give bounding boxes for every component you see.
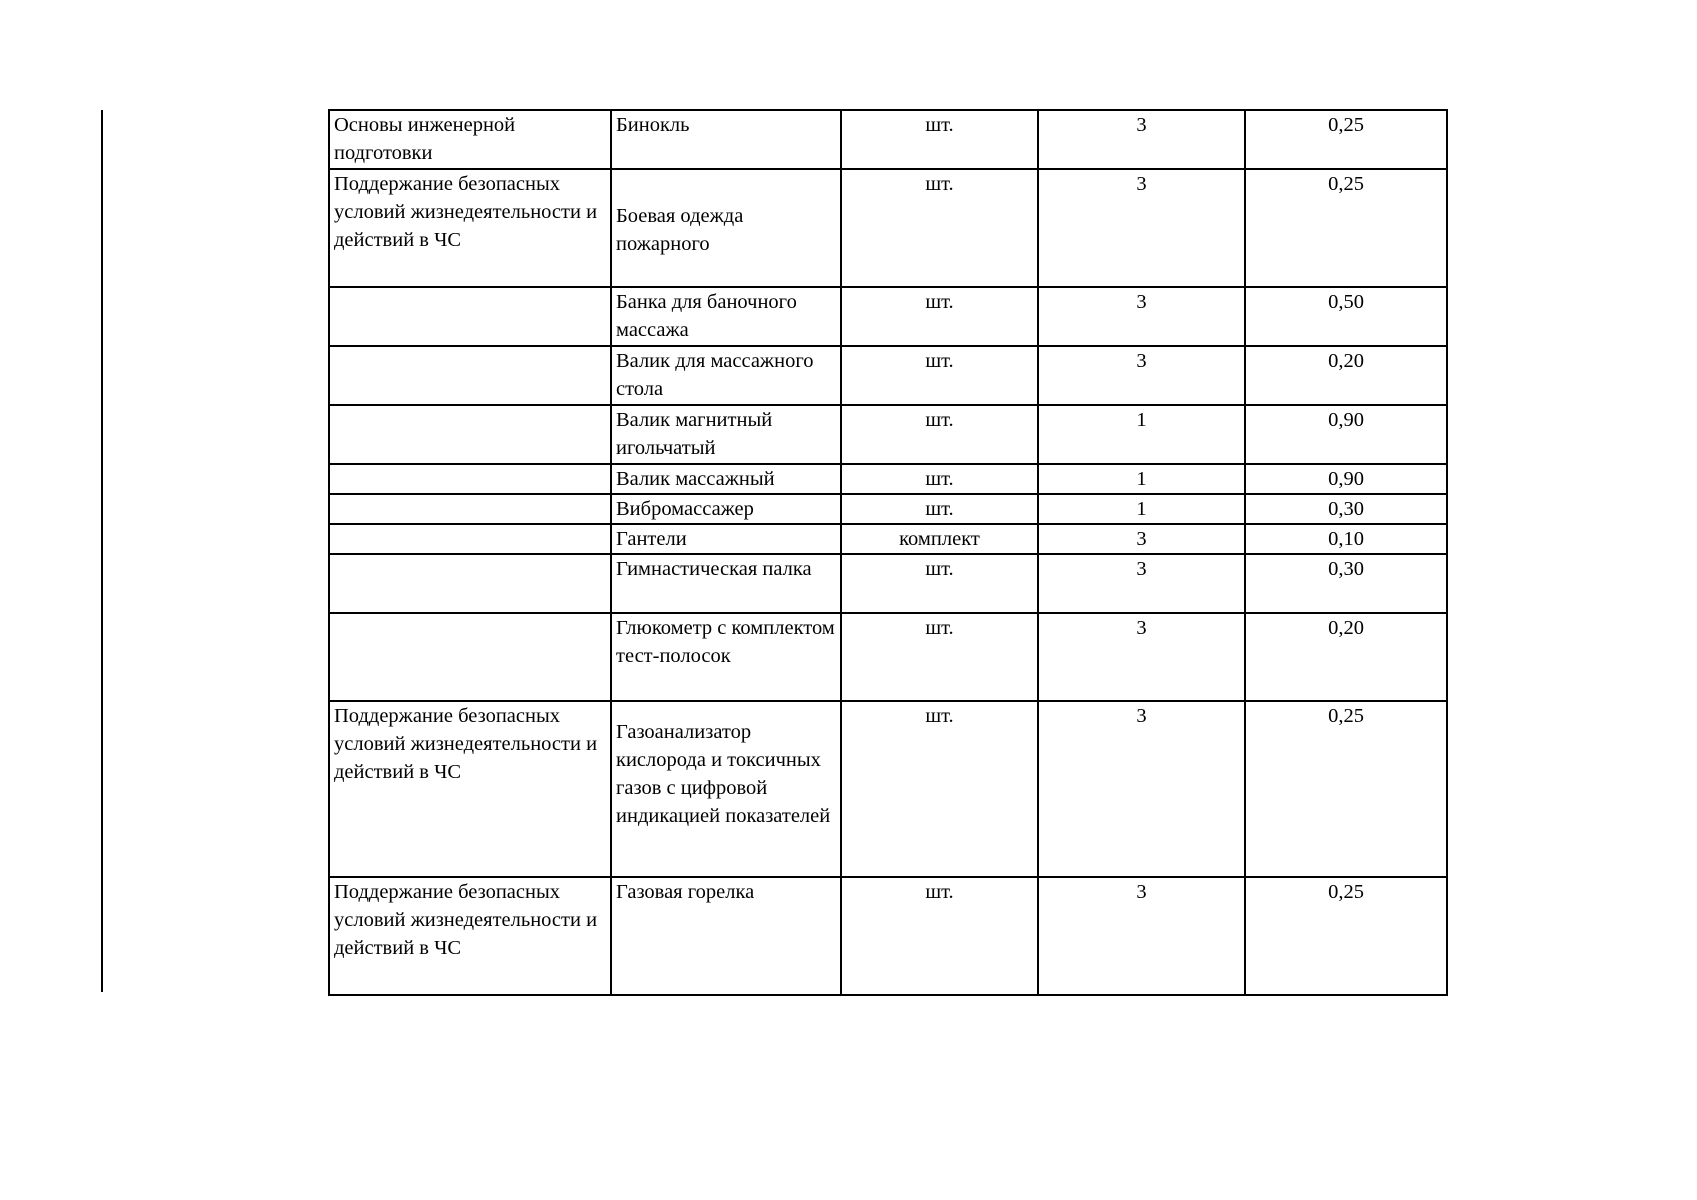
- quantity-cell: 3: [1038, 110, 1245, 169]
- section-cell: [329, 524, 611, 554]
- table-row: [329, 877, 1447, 995]
- unit-cell: шт.: [841, 110, 1038, 169]
- norm-cell: 0,90: [1245, 405, 1447, 464]
- item-cell: Валик для массажного стола: [611, 346, 841, 405]
- item-cell: Бинокль: [611, 110, 841, 169]
- norm-cell: 0,25: [1245, 169, 1447, 287]
- page-margin-line: [101, 110, 103, 992]
- table-row: [329, 110, 1447, 169]
- quantity-cell: 3: [1038, 554, 1245, 613]
- table-row: [329, 405, 1447, 464]
- unit-cell: комплект: [841, 524, 1038, 554]
- quantity-cell: 3: [1038, 524, 1245, 554]
- unit-cell: шт.: [841, 405, 1038, 464]
- quantity-cell: 1: [1038, 405, 1245, 464]
- item-cell: Валик магнитный игольчатый: [611, 405, 841, 464]
- table-row: [329, 346, 1447, 405]
- section-cell: [329, 554, 611, 613]
- table-row: [329, 494, 1447, 524]
- table-row: [329, 701, 1447, 877]
- section-cell: [329, 613, 611, 701]
- unit-cell: шт.: [841, 464, 1038, 494]
- norm-cell: 0,20: [1245, 613, 1447, 701]
- quantity-cell: 1: [1038, 464, 1245, 494]
- norm-cell: 0,30: [1245, 554, 1447, 613]
- norm-cell: 0,10: [1245, 524, 1447, 554]
- unit-cell: шт.: [841, 287, 1038, 346]
- table-row: [329, 613, 1447, 701]
- section-cell: Поддержание безопасных условий жизнедеятельности и действий в ЧС: [329, 877, 611, 995]
- item-cell: Газовая горелка: [611, 877, 841, 995]
- section-cell: [329, 287, 611, 346]
- item-cell: Глюкометр с комплектом тест-полосок: [611, 613, 841, 701]
- item-cell: Вибромассажер: [611, 494, 841, 524]
- section-cell: [329, 405, 611, 464]
- norm-cell: 0,90: [1245, 464, 1447, 494]
- unit-cell: шт.: [841, 346, 1038, 405]
- section-cell: Поддержание безопасных условий жизнедеятельности и действий в ЧС: [329, 701, 611, 877]
- norm-cell: 0,25: [1245, 877, 1447, 995]
- unit-cell: шт.: [841, 554, 1038, 613]
- section-cell: Основы инженерной подготовки: [329, 110, 611, 169]
- item-cell: Газоанализатор кислорода и токсичных газов с цифровой индикацией показателей: [611, 701, 841, 877]
- quantity-cell: 3: [1038, 169, 1245, 287]
- item-cell: Валик массажный: [611, 464, 841, 494]
- section-cell: [329, 494, 611, 524]
- norm-cell: 0,20: [1245, 346, 1447, 405]
- norm-cell: 0,30: [1245, 494, 1447, 524]
- quantity-cell: 3: [1038, 613, 1245, 701]
- table-row: [329, 169, 1447, 287]
- section-cell: Поддержание безопасных условий жизнедеятельности и действий в ЧС: [329, 169, 611, 287]
- norm-cell: 0,50: [1245, 287, 1447, 346]
- norm-cell: 0,25: [1245, 110, 1447, 169]
- quantity-cell: 3: [1038, 701, 1245, 877]
- table-row: [329, 287, 1447, 346]
- unit-cell: шт.: [841, 494, 1038, 524]
- quantity-cell: 1: [1038, 494, 1245, 524]
- table-row: [329, 464, 1447, 494]
- unit-cell: шт.: [841, 877, 1038, 995]
- section-cell: [329, 346, 611, 405]
- equipment-table: [328, 109, 1448, 996]
- unit-cell: шт.: [841, 169, 1038, 287]
- section-cell: [329, 464, 611, 494]
- item-cell: Боевая одежда пожарного: [611, 169, 841, 287]
- unit-cell: шт.: [841, 613, 1038, 701]
- quantity-cell: 3: [1038, 346, 1245, 405]
- table-row: [329, 554, 1447, 613]
- quantity-cell: 3: [1038, 877, 1245, 995]
- item-cell: Гимнастическая палка: [611, 554, 841, 613]
- item-cell: Гантели: [611, 524, 841, 554]
- unit-cell: шт.: [841, 701, 1038, 877]
- item-cell: Банка для баночного массажа: [611, 287, 841, 346]
- quantity-cell: 3: [1038, 287, 1245, 346]
- norm-cell: 0,25: [1245, 701, 1447, 877]
- table-row: [329, 524, 1447, 554]
